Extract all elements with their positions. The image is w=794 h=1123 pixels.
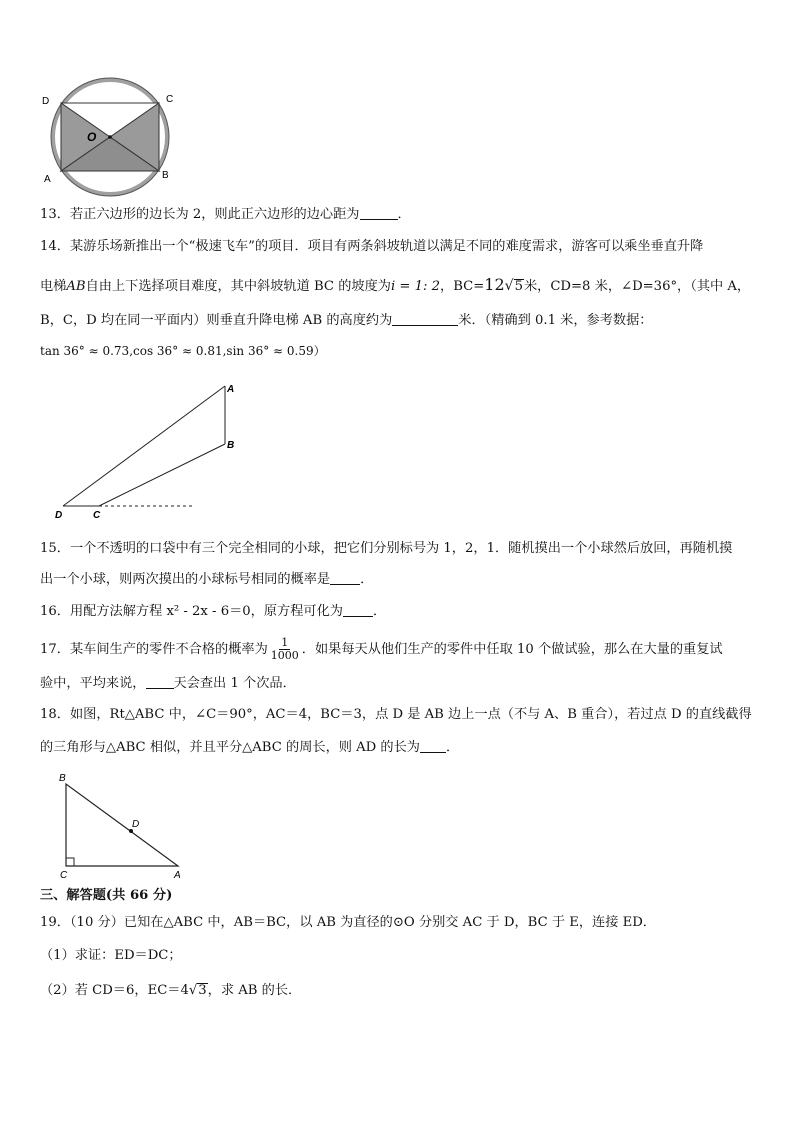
question-13: 13．若正六边形的边长为 2，则此正六边形的边心距为 ． xyxy=(40,207,411,222)
label-a: A xyxy=(227,384,235,395)
answer-blank xyxy=(420,739,446,753)
figure-elevator-slope xyxy=(36,378,235,521)
label-a: A xyxy=(44,174,51,185)
answer-blank xyxy=(360,206,398,220)
question-18-line-2: 的三角形与△ABC 相似，并且平分△ABC 的周长，则 AD 的长为 ． xyxy=(40,740,460,755)
label-c: C xyxy=(166,94,174,105)
label-b: B xyxy=(162,170,169,181)
label-a: A xyxy=(174,870,181,881)
question-15-line-1: 15．一个不透明的口袋中有三个完全相同的小球，把它们分别标号为 1，2，1．随机摸出一个小球然后放回，再随机摸 xyxy=(40,541,733,556)
label-c: C xyxy=(60,870,68,881)
section-3-heading: 三、解答题(共 66 分) xyxy=(40,888,173,903)
label-d: D xyxy=(42,96,50,107)
question-14-line-1: 14．某游乐场新推出一个“极速飞车”的项目．项目有两条斜坡轨道以满足不同的难度需求，游客可以乘坐垂直升降 xyxy=(40,239,704,254)
answer-blank xyxy=(146,675,174,689)
probability-fraction: $\frac{1}{1000}$ xyxy=(270,636,299,662)
question-17-line-1: 17．某车间生产的零件不合格的概率为 $\frac{1}{1000}$ ．如果每天从他们生产的零件中任取 10 个做试验，那么在大量的重复试 xyxy=(40,636,723,662)
answer-blank xyxy=(330,571,360,585)
triangle-abc xyxy=(66,784,178,866)
line-cb xyxy=(99,444,225,506)
question-18-line-1: 18．如图，Rt△ABC 中，∠C＝90°，AC＝4，BC＝3，点 D 是 AB 边上一点（不与 A、B 重合），若过点 D 的直线截得 xyxy=(40,707,752,722)
question-15-line-2: 出一个小球，则两次摸出的小球标号相同的概率是 ． xyxy=(40,572,374,587)
question-19-line-1: 19．（10 分）已知在△ABC 中，AB＝BC，以 AB 为直径的⊙O 分别交 AC 于 D，BC 于 E，连接 ED． xyxy=(40,915,656,930)
question-19-part-1: （1）求证：ED＝DC； xyxy=(40,948,182,963)
question-19-part-2: （2）若 CD＝6，EC＝4√3，求 AB 的长． xyxy=(40,983,302,998)
label-b: B xyxy=(227,440,235,451)
label-o: O xyxy=(87,130,97,144)
line-da xyxy=(63,386,225,506)
question-16: 16．用配方法解方程 x² - 2x - 6＝0，原方程可化为 ． xyxy=(40,604,387,619)
answer-blank xyxy=(343,603,373,617)
label-d: D xyxy=(132,819,140,830)
question-14-line-2: 电梯AB自由上下选择项目难度，其中斜坡轨道 BC 的坡度为i = 1: 2，BC=12√5米，CD=8 米，∠D=36°，（其中 A， xyxy=(40,275,751,294)
answer-blank xyxy=(392,312,458,326)
question-14-reference-data: tan 36° ≈ 0.73,cos 36° ≈ 0.81,sin 36° ≈ 0.59） xyxy=(40,344,326,358)
figure-circle-rectangle xyxy=(40,78,180,196)
right-angle-mark xyxy=(66,858,74,866)
question-17-line-2: 验中，平均来说， 天会查出 1 个次品． xyxy=(40,676,296,691)
label-d: D xyxy=(55,510,63,521)
label-b: B xyxy=(59,773,66,784)
question-14-line-3: B，C，D 均在同一平面内）则垂直升降电梯 AB 的高度约为 米．（精确到 0.1 米，参考数据： xyxy=(40,313,653,328)
label-c: C xyxy=(93,510,101,521)
figure-right-triangle xyxy=(52,770,192,882)
